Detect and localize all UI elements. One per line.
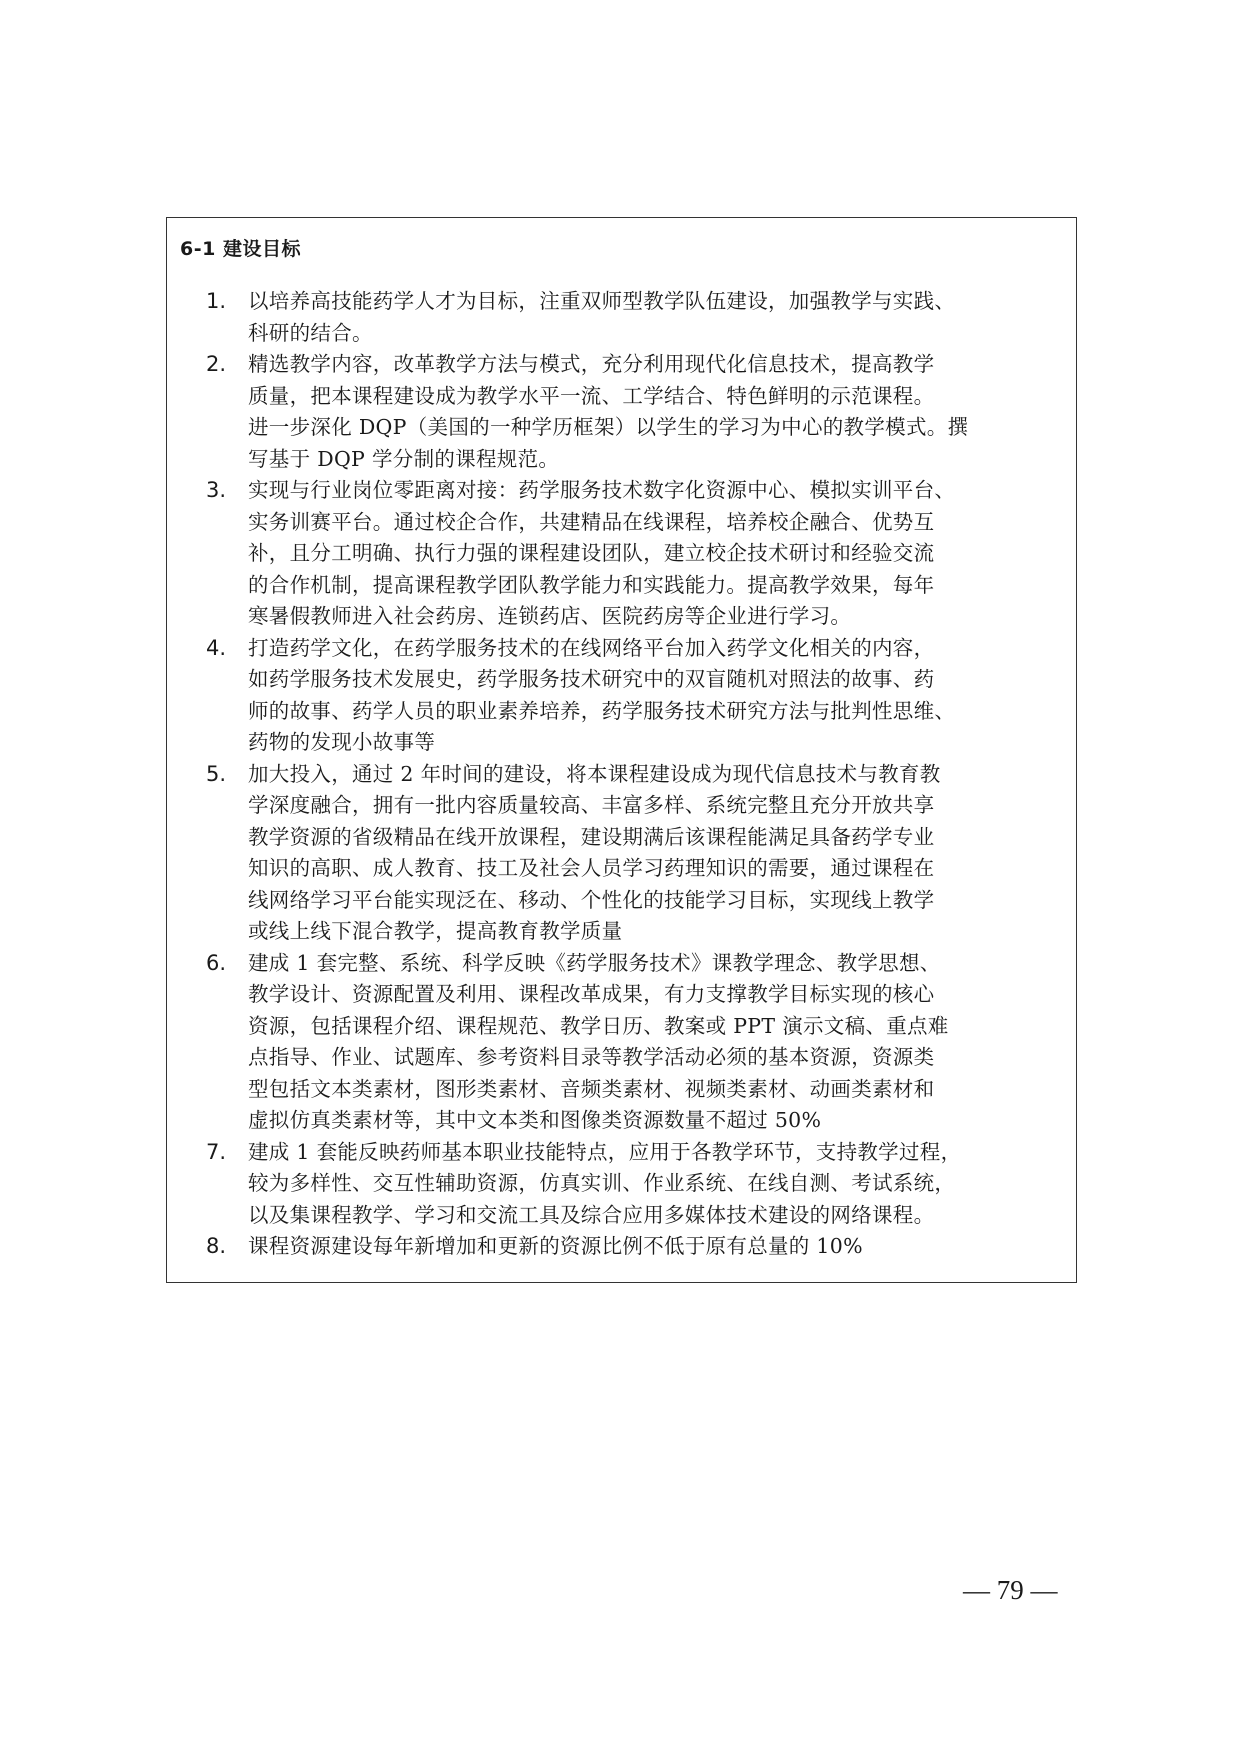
goal-number: 8. — [206, 1234, 227, 1258]
goal-number: 7. — [206, 1139, 227, 1164]
goal-number: 5. — [206, 761, 227, 786]
goal-text-line: 质量，把本课程建设成为教学水平一流、工学结合、特色鲜明的示范课程。 — [248, 383, 935, 408]
goal-text-line: 药物的发现小故事等 — [248, 730, 436, 754]
goal-item — [206, 349, 1072, 475]
goal-item — [206, 633, 1072, 759]
goal-text-line: 教学资源的省级精品在线开放课程，建设期满后该课程能满足具备药学专业 — [248, 824, 935, 849]
goal-number: 3. — [206, 478, 227, 502]
goal-item — [206, 286, 1072, 349]
goal-text-line: 线网络学习平台能实现泛在、移动、个性化的技能学习目标，实现线上教学 — [248, 887, 935, 912]
page-number: — 79 — — [963, 1575, 1058, 1605]
goal-text-line: 建成 1 套能反映药师基本职业技能特点，应用于各教学环节，支持教学过程， — [248, 1139, 962, 1164]
goal-item — [206, 1137, 1072, 1232]
goal-text-line: 打造药学文化，在药学服务技术的在线网络平台加入药学文化相关的内容， — [248, 635, 935, 660]
goal-text-line: 加大投入，通过 2 年时间的建设，将本课程建设成为现代信息技术与教育教 — [248, 761, 941, 786]
goal-text-line: 实现与行业岗位零距离对接：药学服务技术数字化资源中心、模拟实训平台、 — [248, 478, 956, 502]
goal-text-line: 进一步深化 DQP（美国的一种学历框架）以学生的学习为中心的教学模式。撰 — [248, 415, 969, 439]
goal-text-line: 的合作机制，提高课程教学团队教学能力和实践能力。提高教学效果，每年 — [248, 572, 935, 597]
goal-text-line: 建成 1 套完整、系统、科学反映《药学服务技术》课教学理念、教学思想、 — [248, 950, 941, 975]
goal-text-line: 较为多样性、交互性辅助资源，仿真实训、作业系统、在线自测、考试系统， — [248, 1171, 956, 1195]
section-title: 6-1 建设目标 — [180, 238, 301, 260]
goal-text-line: 型包括文本类素材，图形类素材、音频类素材、视频类素材、动画类素材和 — [248, 1076, 935, 1101]
goal-text-line: 虚拟仿真类素材等，其中文本类和图像类资源数量不超过 50% — [248, 1108, 822, 1132]
goal-number: 2. — [206, 352, 227, 376]
goal-text-line: 课程资源建设每年新增加和更新的资源比例不低于原有总量的 10% — [248, 1234, 863, 1258]
goal-text-line: 点指导、作业、试题库、参考资料目录等教学活动必须的基本资源，资源类 — [248, 1045, 935, 1069]
goal-text-line: 如药学服务技术发展史，药学服务技术研究中的双盲随机对照法的故事、药 — [248, 667, 935, 691]
goal-text-line: 写基于 DQP 学分制的课程规范。 — [248, 446, 560, 471]
goal-text-line: 以培养高技能药学人才为目标，注重双师型教学队伍建设，加强教学与实践、 — [248, 289, 956, 313]
goal-text-line: 或线上线下混合教学，提高教育教学质量 — [248, 919, 623, 943]
goal-text-line: 知识的高职、成人教育、技工及社会人员学习药理知识的需要，通过课程在 — [248, 856, 935, 880]
goal-text-line: 寒暑假教师进入社会药房、连锁药店、医院药房等企业进行学习。 — [248, 604, 852, 628]
goal-text-line: 补，且分工明确、执行力强的课程建设团队，建立校企技术研讨和经验交流 — [248, 541, 935, 565]
goal-item — [206, 1231, 1072, 1263]
goal-text-line: 教学设计、资源配置及利用、课程改革成果，有力支撑教学目标实现的核心 — [248, 982, 935, 1006]
goal-number: 1. — [206, 289, 227, 313]
goal-text-line: 实务训赛平台。通过校企合作，共建精品在线课程，培养校企融合、优势互 — [248, 509, 935, 534]
goal-list — [206, 286, 1072, 1263]
goal-text-line: 资源，包括课程介绍、课程规范、教学日历、教案或 PPT 演示文稿、重点难 — [248, 1013, 949, 1038]
goal-text-line: 以及集课程教学、学习和交流工具及综合应用多媒体技术建设的网络课程。 — [248, 1202, 935, 1227]
goal-number: 6. — [206, 950, 227, 975]
goal-text-line: 科研的结合。 — [248, 320, 373, 345]
goal-text-line: 师的故事、药学人员的职业素养培养，药学服务技术研究方法与批判性思维、 — [248, 698, 956, 723]
goal-text-line: 精选教学内容，改革教学方法与模式，充分利用现代化信息技术，提高教学 — [248, 352, 935, 376]
goal-item — [206, 759, 1072, 948]
goal-item — [206, 475, 1072, 633]
goal-text-line: 学深度融合，拥有一批内容质量较高、丰富多样、系统完整且充分开放共享 — [248, 793, 935, 817]
goal-item — [206, 948, 1072, 1137]
goal-number: 4. — [206, 635, 227, 660]
